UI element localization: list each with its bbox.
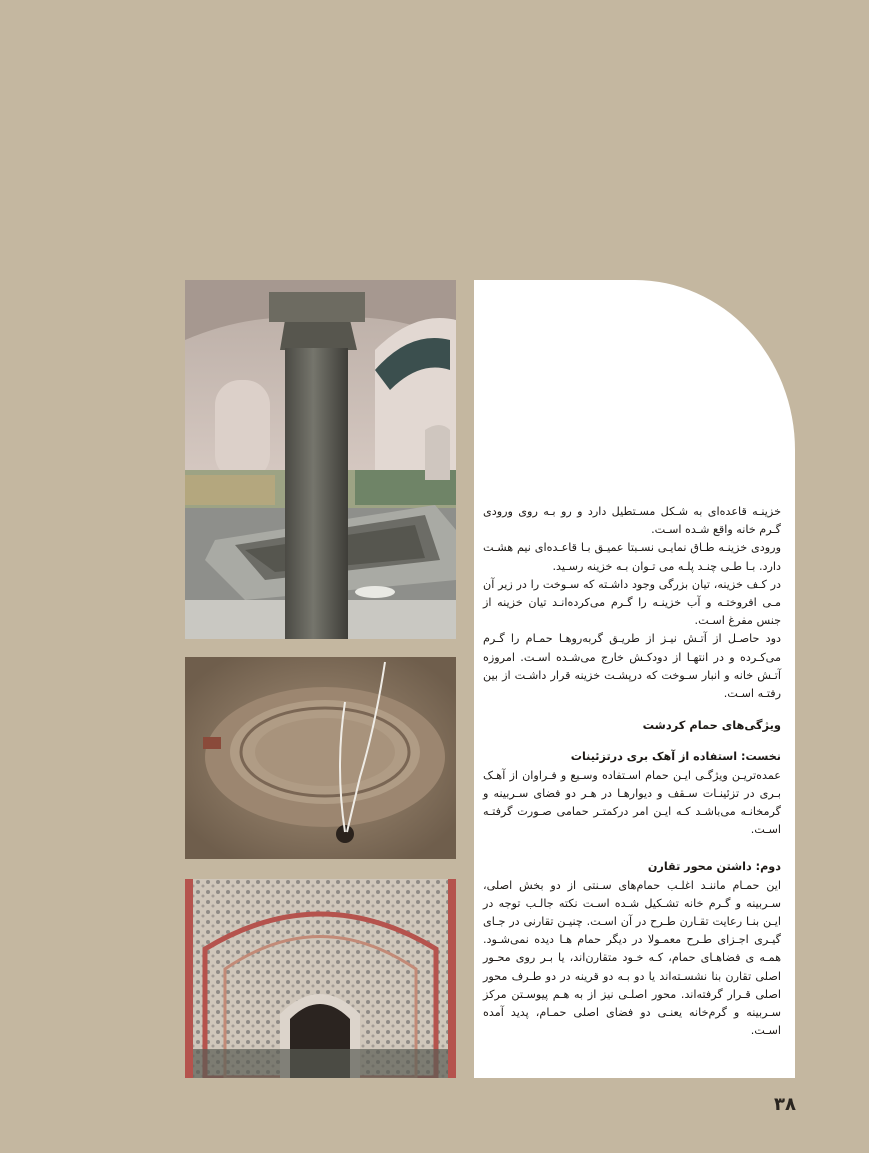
feature-body-2: این حمـام ماننـد اغلـب حمام‌های سـنتی از دو بخش اصلی، سـربینه و گـرم خانه تشـکیل شـده اسـت نکته جالـب توجه در ایـن بنـا رعایت تقـارن طـرح در آن اسـت. چنیـن تقارنی در جـای گیـری اجـزای طـرح معمـولا در دیگر حمام هـا دیده نمی‌شـود. همـه ی فضاهـای حمام، کـه خـود متقارن‌اند، یا بـر روی محـور اصلی تقارن بنا نشسـته‌اند یا دو بـه دو قرینه در دو طـرف محور اصلی قـرار گرفته‌اند. محور اصلـی نیز از به هـم پیوسـتن مرکز سـربینه و گرم‌خانه یعنـی دو فضای اصلی حمـام، پدید آمده اسـت. (483, 878, 781, 1038)
feature-title-1: نخست: استفاده از آهک بری درتزئینات (570, 750, 781, 764)
body-text (483, 503, 781, 1040)
paragraph-reservoir-shape: خزینـه قاعده‌ای به شـکل مسـتطیل دارد و رو بـه روی ورودی گـرم خانه واقع شـده اسـت. (483, 505, 781, 537)
feature-body-1: عمده‌تریـن ویژگـی ایـن حمام اسـتفاده وسـیع و فـراوان از آهـک بـری در تزئینـات سـقف و دیوارهـا در هـر دو فضای سـربینه و گرمخانـه می‌باشـد کـه ایـن امر درکمتـر حمامی صـورت گرفتـه اسـت. (483, 768, 781, 837)
feature-title-2: دوم: داشتن محور تقارن (647, 860, 781, 874)
photo-reservoir-column (185, 280, 456, 639)
paragraph-smoke: دود حاصـل از آتـش نیـز از طریـق گربه‌روهـا حمـام را گـرم می‌کـرده و در انتهـا از دودکـش خارج می‌شـده اسـت. امروزه آتـش خانه و انبار سـوخت که درپشـت خزینه قرار داشـت از بین رفتـه اسـت. (483, 632, 781, 701)
photo-bronze-basin (185, 657, 456, 859)
section-title: ویژگی‌های حمام کردشت (642, 718, 781, 733)
paragraph-reservoir-floor: در کـف خزینه، تیان بزرگی وجود داشـته که سـوخت را در زیر آن مـی افروختـه و آب خزینـه را گـرم می‌کرده‌انـد تیان خزینه از جنس مفرغ اسـت. (483, 577, 781, 628)
page-number: ۳۸ (774, 1094, 796, 1115)
photo-stucco-arch (185, 879, 456, 1078)
paragraph-reservoir-entrance: ورودی خزینـه طـاق نمایـی نسـبتا عمیـق بـا قاعـده‌ای نیم هشـت دارد. بـا طـی چنـد پلـه می تـوان بـه خزینه رسـید. (483, 541, 781, 573)
